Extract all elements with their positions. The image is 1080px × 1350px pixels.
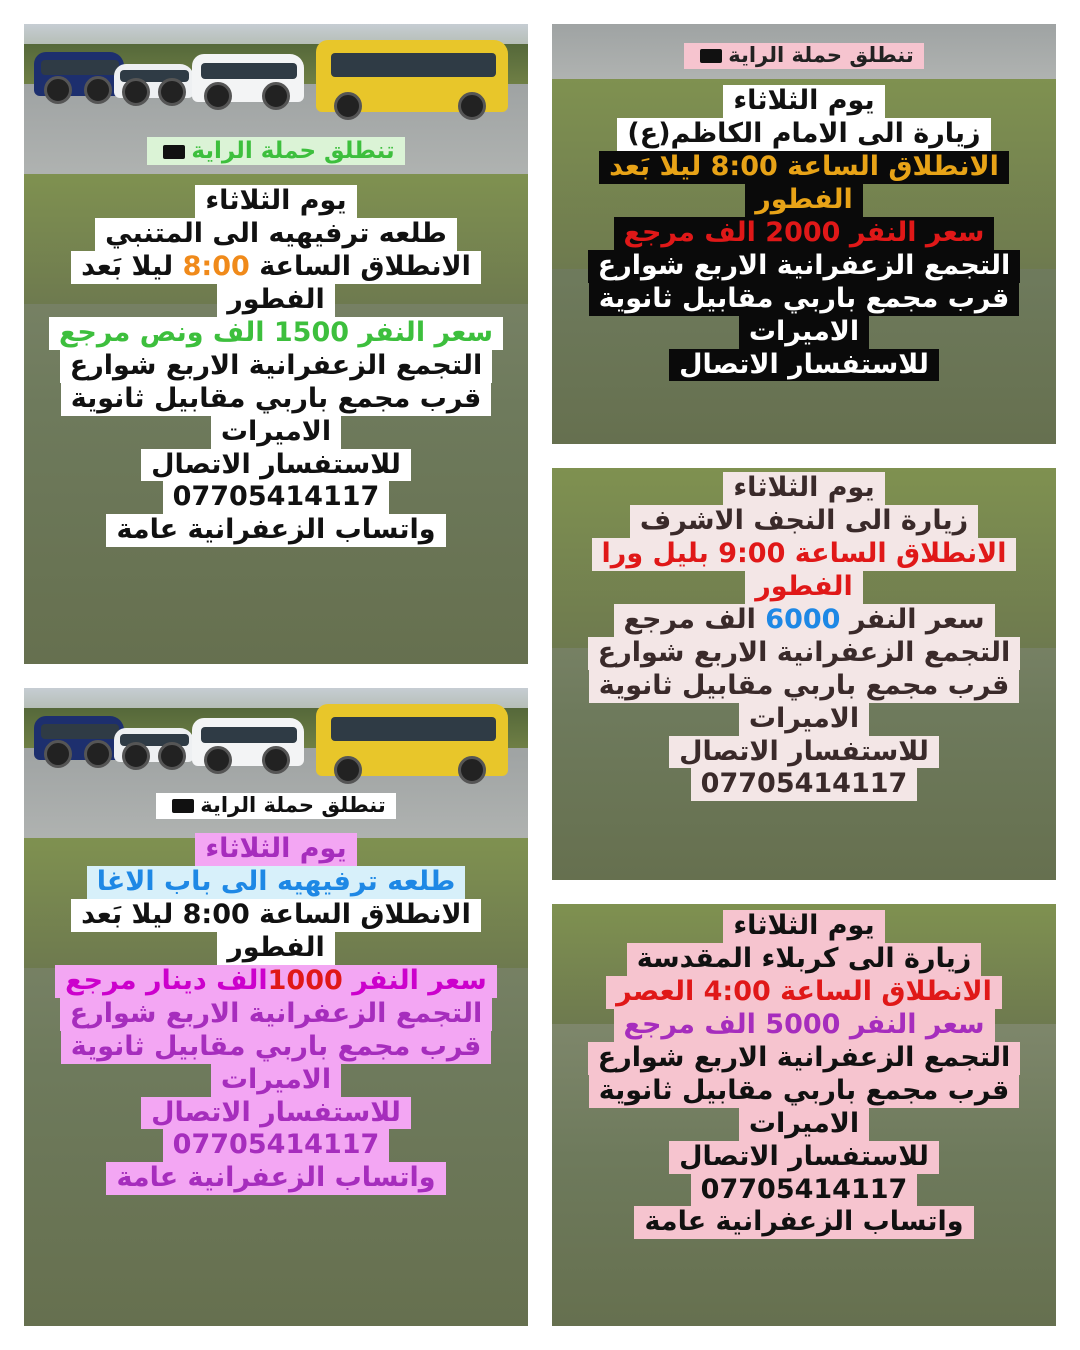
price-label: سعر النفر 2000 الف مرجع <box>614 217 995 250</box>
price-label: سعر النفر 1500 الف ونص مرجع <box>49 317 503 350</box>
gathering-line-2: قرب مجمع باربي مقابيل ثانوية <box>589 1075 1020 1108</box>
whatsapp-label: واتساب الزعفرانية عامة <box>106 514 445 547</box>
trip-label: طلعه ترفيهيه الى باب الاغا <box>87 866 466 899</box>
contact-label: للاستفسار الاتصال <box>141 449 411 482</box>
poster-bottom-right <box>552 904 1056 1326</box>
gathering-line-3: الاميرات <box>211 1064 341 1097</box>
poster-middle-right <box>552 468 1056 880</box>
departure-label: الانطلاق الساعة 4:00 العصر <box>606 976 1002 1009</box>
gathering-line-2: قرب مجمع باربي مقابيل ثانوية <box>589 283 1020 316</box>
price-label: سعر النفر 6000 الف مرجع <box>614 604 995 637</box>
gathering-line-3: الاميرات <box>739 1108 869 1141</box>
contact-label: للاستفسار الاتصال <box>669 1141 939 1174</box>
poster-text <box>552 910 1056 1239</box>
phone-number[interactable]: 07705414117 <box>163 1129 390 1162</box>
departure-label: الانطلاق الساعة 8:00 ليلا بَعد <box>71 251 481 284</box>
day-label: يوم الثلاثاء <box>195 185 356 218</box>
day-label: يوم الثلاثاء <box>723 910 884 943</box>
breakfast-label: الفطور <box>745 571 863 604</box>
contact-label: للاستفسار الاتصال <box>669 736 939 769</box>
departure-label: الانطلاق الساعة 8:00 ليلا بَعد <box>599 151 1009 184</box>
phone-number[interactable]: 07705414117 <box>691 768 918 801</box>
bus-white-1 <box>114 64 194 98</box>
gathering-line-1: التجمع الزعفرانية الاربع شوارع <box>60 998 492 1031</box>
day-label: يوم الثلاثاء <box>723 472 884 505</box>
gathering-line-1: التجمع الزعفرانية الاربع شوارع <box>60 350 492 383</box>
bus-yellow <box>316 40 508 112</box>
gathering-line-1: التجمع الزعفرانية الاربع شوارع <box>588 1042 1020 1075</box>
poster-text <box>552 472 1056 801</box>
poster-bottom-left <box>24 688 528 1326</box>
price-label: سعر النفر 1000الف دينار مرجع <box>55 965 497 998</box>
bus-blue <box>34 716 124 760</box>
bus-blue <box>34 52 124 96</box>
breakfast-label: الفطور <box>217 284 335 317</box>
phone-number[interactable]: 07705414117 <box>163 481 390 514</box>
black-flag-icon <box>700 49 722 63</box>
bus-white-2 <box>192 54 304 102</box>
black-flag-icon <box>163 145 185 159</box>
trip-label: طلعه ترفيهيه الى المتنبي <box>95 218 457 251</box>
trip-label: زيارة الى النجف الاشرف <box>630 505 978 538</box>
poster-top-right <box>552 24 1056 444</box>
gathering-line-2: قرب مجمع باربي مقابيل ثانوية <box>61 383 492 416</box>
trip-label: زيارة الى الامام الكاظم(ع) <box>617 118 990 151</box>
contact-label: للاستفسار الاتصال <box>669 349 939 382</box>
departure-label: الانطلاق الساعة 9:00 بليل ورا <box>592 538 1017 571</box>
poster-text <box>24 134 528 547</box>
gathering-line-2: قرب مجمع باربي مقابيل ثانوية <box>589 670 1020 703</box>
breakfast-label: الفطور <box>745 184 863 217</box>
poster-text <box>552 38 1056 381</box>
bus-yellow <box>316 704 508 776</box>
contact-label: للاستفسار الاتصال <box>141 1097 411 1130</box>
bus-white-2 <box>192 718 304 766</box>
phone-number[interactable]: 07705414117 <box>691 1174 918 1207</box>
poster-top-left <box>24 24 528 664</box>
breakfast-label: الفطور <box>217 932 335 965</box>
gathering-line-2: قرب مجمع باربي مقابيل ثانوية <box>61 1031 492 1064</box>
gathering-line-1: التجمع الزعفرانية الاربع شوارع <box>588 250 1020 283</box>
bus-white-1 <box>114 728 194 762</box>
header-badge: تنطلق حملة الراية <box>156 793 396 819</box>
gathering-line-3: الاميرات <box>739 703 869 736</box>
black-flag-icon <box>172 799 194 813</box>
gathering-line-3: الاميرات <box>739 316 869 349</box>
gathering-line-3: الاميرات <box>211 416 341 449</box>
day-label: يوم الثلاثاء <box>195 833 356 866</box>
poster-text <box>24 788 528 1195</box>
trip-label: زيارة الى كربلاء المقدسة <box>627 943 982 976</box>
header-badge: تنطلق حملة الراية <box>147 137 404 165</box>
price-label: سعر النفر 5000 الف مرجع <box>614 1009 995 1042</box>
gathering-line-1: التجمع الزعفرانية الاربع شوارع <box>588 637 1020 670</box>
departure-label: الانطلاق الساعة 8:00 ليلا بَعد <box>71 899 481 932</box>
whatsapp-label: واتساب الزعفرانية عامة <box>634 1206 973 1239</box>
header-badge: تنطلق حملة الراية <box>684 43 924 69</box>
day-label: يوم الثلاثاء <box>723 85 884 118</box>
whatsapp-label: واتساب الزعفرانية عامة <box>106 1162 445 1195</box>
